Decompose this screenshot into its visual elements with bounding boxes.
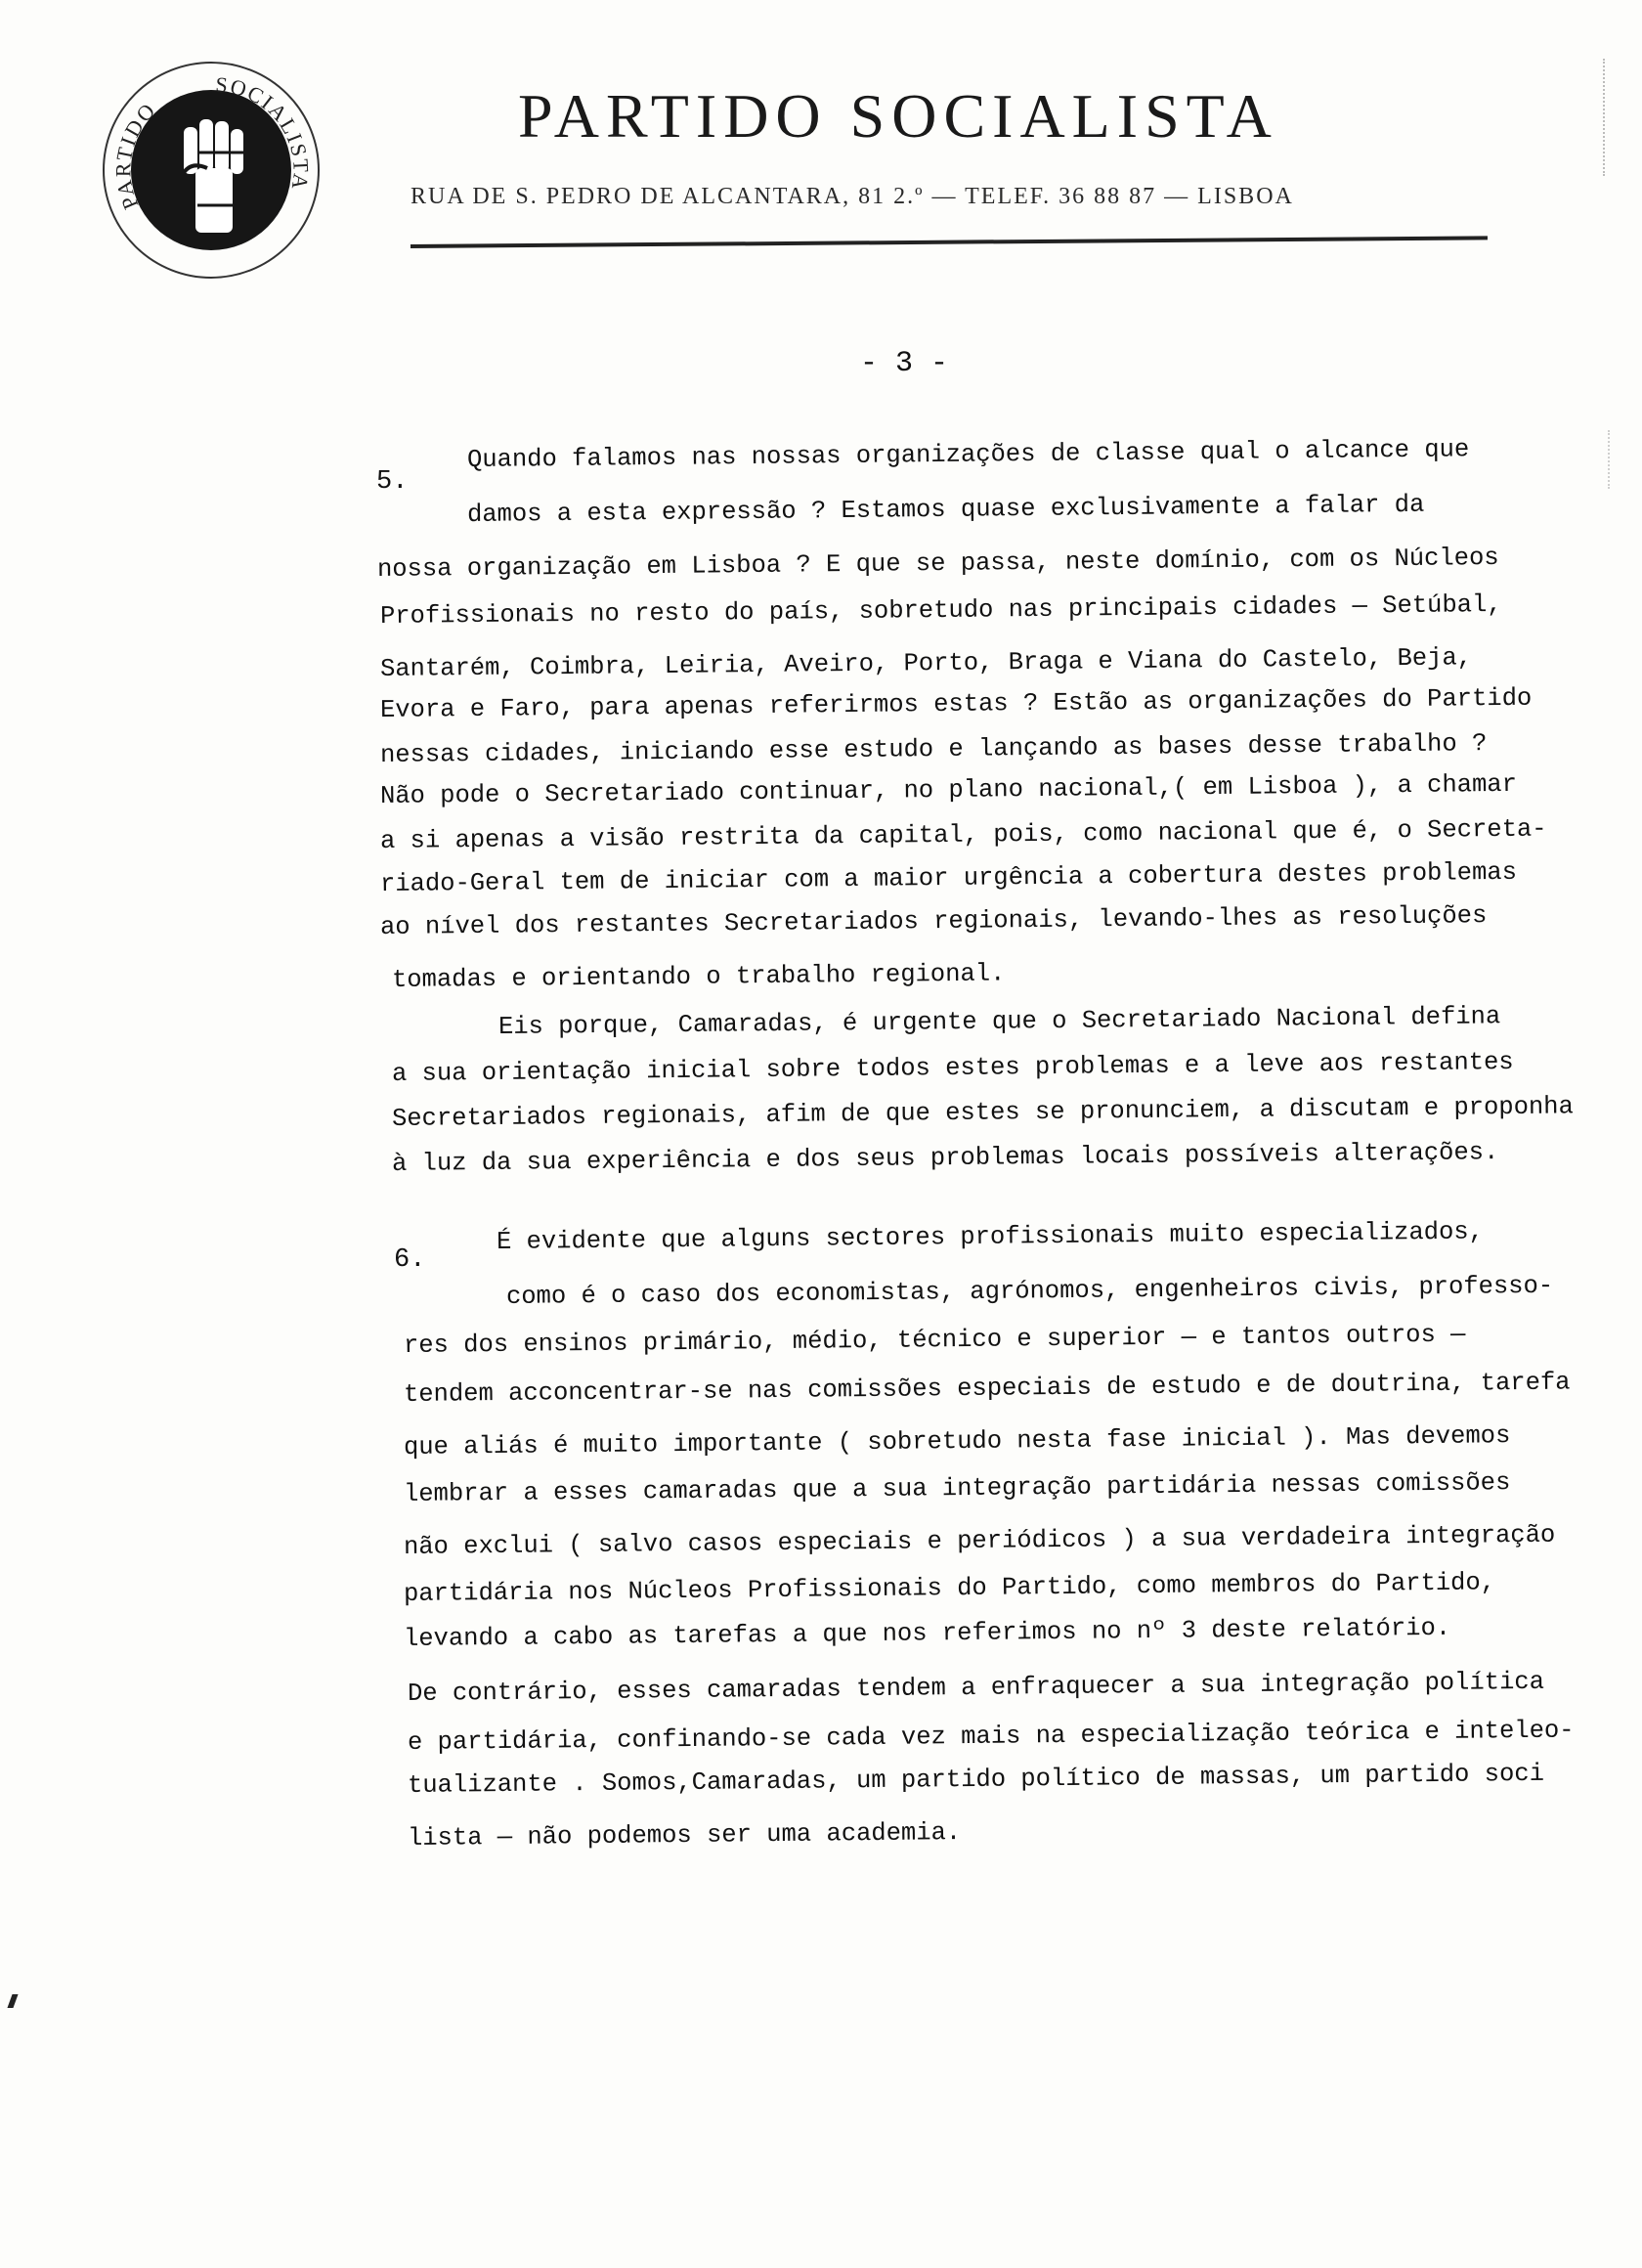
logo-text-right: SOCIALISTA — [214, 71, 314, 194]
paragraph-line: Quando falamos nas nossas organizações de classe qual o alcance que — [466, 435, 1470, 474]
paragraph-line: De contrário, esses camaradas tendem a enfraquecer a sua integração política — [407, 1667, 1545, 1708]
paragraph-line: à luz da sua experiência e dos seus problemas locais possíveis alterações. — [391, 1138, 1499, 1178]
paragraph-line: tualizante . Somos,Camaradas, um partido político de massas, um partido soci — [407, 1759, 1545, 1800]
paragraph-line: a sua orientação inicial sobre todos estes problemas e a leve aos restantes — [391, 1047, 1514, 1088]
paragraph-line: Profissionais no resto do país, sobretudo nas principais cidades — Setúbal, — [379, 589, 1502, 631]
paragraph-line: nossa organização em Lisboa ? E que se passa, neste domínio, com os Núcleos — [376, 543, 1499, 584]
paragraph-line: Não pode o Secretariado continuar, no plano nacional,( em Lisboa ), a chamar — [379, 769, 1518, 810]
paragraph-line: Eis porque, Camaradas, é urgente que o Secretariado Nacional defina — [497, 1002, 1501, 1041]
letterhead-rule — [410, 236, 1488, 248]
paragraph-line: Secretariados regionais, afim de que estes se pronunciem, a discutam e proponha — [391, 1092, 1574, 1133]
page-number: - 3 - — [860, 347, 949, 380]
paragraph-line: Santarém, Coimbra, Leiria, Aveiro, Porto, Braga e Viana do Castelo, Beja, — [379, 643, 1473, 683]
paragraph-line: damos a esta expressão ? Estamos quase exclusivamente a falar da — [466, 490, 1425, 529]
party-logo — [100, 59, 323, 282]
paragraph-line: que aliás é muito importante ( sobretudo nesta fase inicial ). Mas devemos — [403, 1421, 1511, 1461]
logo-text-left: PARTIDO — [110, 97, 161, 213]
paragraph-line: a si apenas a visão restrita da capital, pois, como nacional que é, o Secreta- — [379, 814, 1547, 855]
paragraph-line: tendem acconcentrar-se nas comissões especiais de estudo e de doutrina, tarefa — [403, 1368, 1571, 1409]
paragraph-line: É evidente que alguns sectores profissionais muito especializados, — [496, 1217, 1485, 1256]
section-number: 5. — [376, 467, 409, 497]
paragraph-line: lembrar a esses camaradas que a sua integração partidária nessas comissões — [403, 1468, 1511, 1508]
paragraph-line: não exclui ( salvo casos especiais e periódicos ) a sua verdadeira integração — [403, 1520, 1556, 1561]
paragraph-line: levando a cabo as tarefas a que nos referimos no nº 3 deste relatório. — [403, 1613, 1451, 1653]
stray-mark — [7, 1994, 18, 2008]
letterhead-title: PARTIDO SOCIALISTA — [518, 81, 1278, 151]
letterhead-address: RUA DE S. PEDRO DE ALCANTARA, 81 2.º — TELEF. 36 88 87 — LISBOA — [410, 184, 1294, 209]
margin-marks — [1608, 430, 1616, 489]
section-number: 6. — [394, 1245, 426, 1275]
paragraph-line: ao nível dos restantes Secretariados regionais, levando-lhes as resoluções — [379, 901, 1488, 941]
paragraph-line: nessas cidades, iniciando esse estudo e lançando as bases desse trabalho ? — [379, 729, 1488, 769]
paragraph-line: riado-Geral tem de iniciar com a maior urgência a cobertura destes problemas — [379, 857, 1518, 898]
paragraph-line: como é o caso dos economistas, agrónomos, engenheiros civis, professo- — [505, 1271, 1554, 1311]
margin-marks — [1603, 59, 1615, 176]
paragraph-line: e partidária, confinando-se cada vez mais na especialização teórica e inteleo- — [407, 1716, 1575, 1757]
paragraph-line: partidária nos Núcleos Profissionais do Partido, como membros do Partido, — [403, 1568, 1496, 1608]
paragraph-line: res dos ensinos primário, médio, técnico e superior — e tantos outros — — [403, 1320, 1466, 1360]
paragraph-line: tomadas e orientando o trabalho regional. — [391, 959, 1006, 994]
paragraph-line: lista — não podemos ser uma academia. — [407, 1818, 962, 1853]
paragraph-line: Evora e Faro, para apenas referirmos estas ? Estão as organizações do Partido — [379, 683, 1533, 724]
